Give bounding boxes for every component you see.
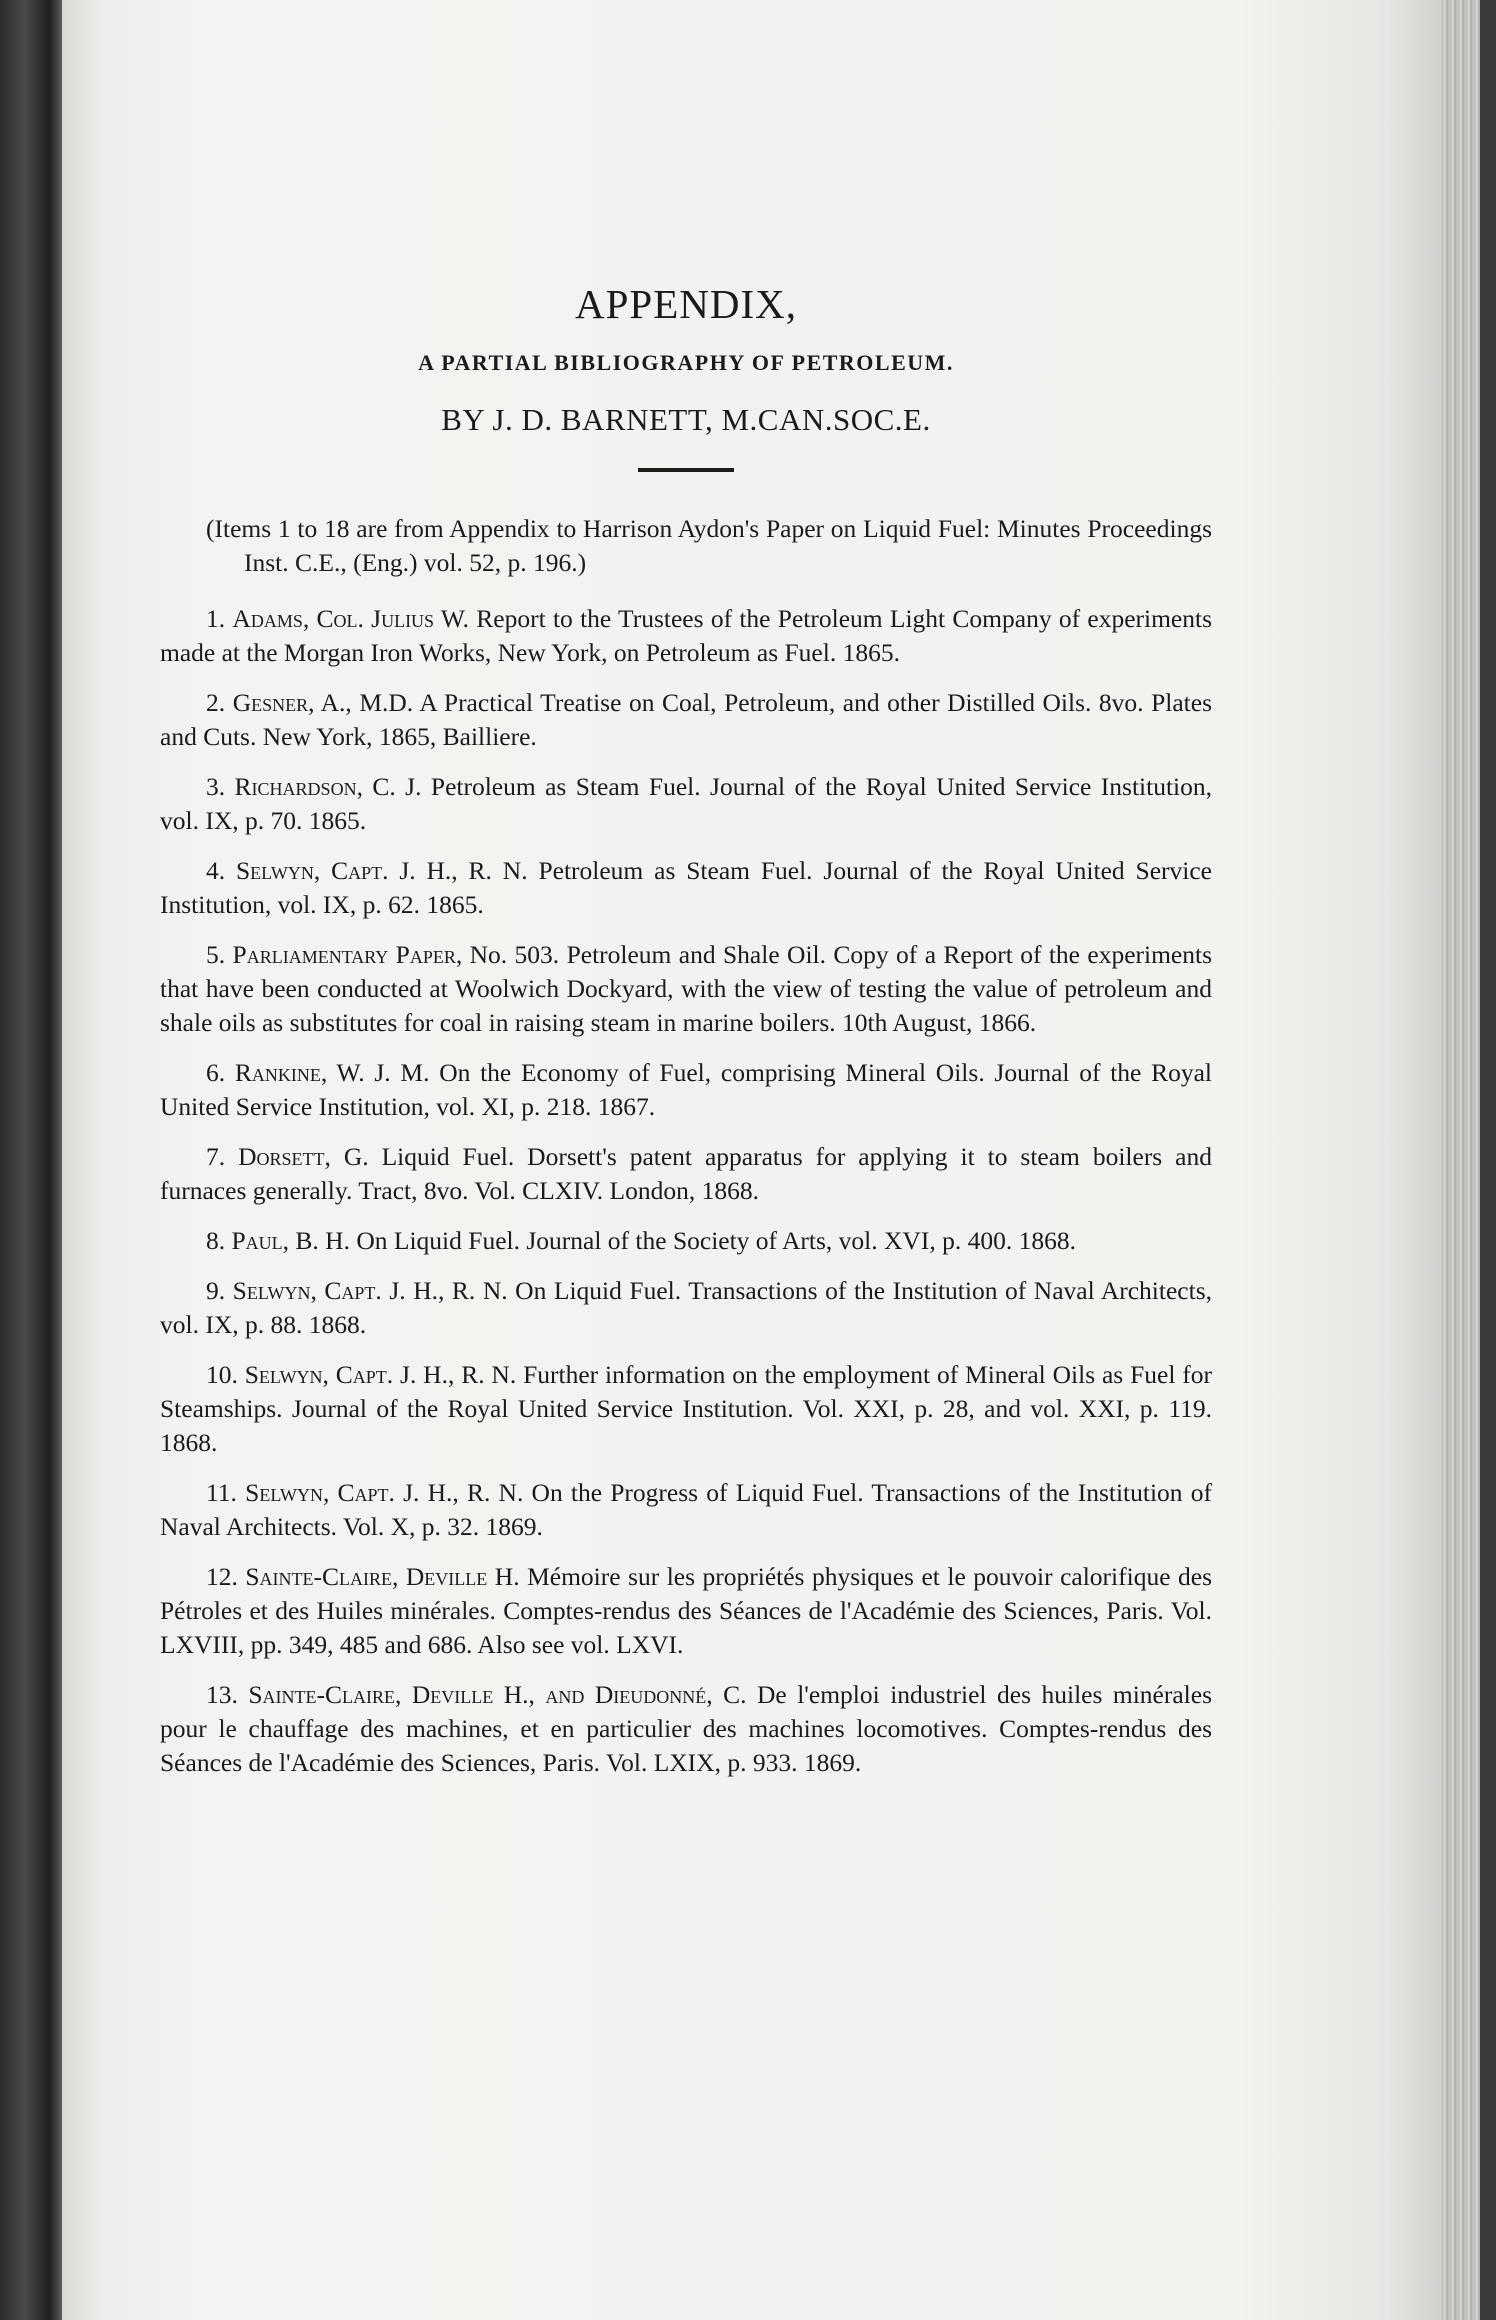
book-spine-edge [0,0,62,2320]
bibliography-entry [160,1358,1212,1460]
entry-text: De l'emploi industriel des huiles minérales pour le chauffage des machines, et en particulier des machines locomotives. Comptes-rendus des Séances de l'Académie des Sciences, Paris. Vol. LXIX, p. 933. 1869. [160,1680,1212,1777]
entry-text: Further information on the employment of Mineral Oils as Fuel for Steamships. Journal of the Royal United Service Institution. Vol. XXI, p. 28, and vol. XXI, p. 119. 1868. [160,1360,1212,1457]
entry-author: Selwyn, Capt. J. H., R. N. [236,856,528,885]
entry-number: 2. [206,688,226,717]
entry-number: 9. [206,1276,226,1305]
entry-author: Richardson, C. J. [234,772,422,801]
entry-text: No. 503. Petroleum and Shale Oil. Copy of a Report of the experiments that have been conducted at Woolwich Dockyard, with the view of testing the value of petroleum and shale oils as substitutes for coal in raising steam in marine boilers. 10th August, 1866. [160,940,1213,1037]
entry-number: 6. [206,1058,226,1087]
book-page [62,0,1442,2320]
entry-number: 12. [206,1562,238,1591]
intro-note: (Items 1 to 18 are from Appendix to Harrison Aydon's Paper on Liquid Fuel: Minutes Proceedings Inst. C.E., (Eng.) vol. 52, p. 196.) [206,514,1212,577]
bibliography-entry [160,1140,1212,1208]
bibliography-entry [160,938,1212,1040]
bibliography-list [160,602,1212,1780]
entry-number: 5. [206,940,226,969]
bibliography-entry [160,602,1212,670]
entry-text: On the Progress of Liquid Fuel. Transactions of the Institution of Naval Architects. Vol. X, p. 32. 1869. [160,1478,1212,1541]
page-content [160,280,1212,1796]
bibliography-entry [160,854,1212,922]
entry-author: Paul, B. H. [231,1226,350,1255]
entry-author: Selwyn, Capt. J. H., R. N. [232,1276,508,1305]
entry-text: On Liquid Fuel. Journal of the Society of Arts, vol. XVI, p. 400. 1868. [349,1226,1076,1255]
entry-number: 4. [206,856,226,885]
entry-text: Liquid Fuel. Dorsett's patent apparatus for applying it to steam boilers and furnaces generally. Tract, 8vo. Vol. CLXIV. London, 1868. [160,1142,1212,1205]
bibliography-entry [160,1274,1212,1342]
entry-author: Adams, Col. Julius W. [232,604,469,633]
entry-author: Selwyn, Capt. J. H., R. N. [244,1360,517,1389]
bibliography-entry [160,770,1212,838]
entry-author: Sainte-Claire, Deville H., and Dieudonné, C. [248,1680,747,1709]
entry-author: Dorsett, G. [238,1142,369,1171]
title-rule [638,468,734,472]
entry-text: On the Economy of Fuel, comprising Mineral Oils. Journal of the Royal United Service Institution, vol. XI, p. 218. 1867. [160,1058,1213,1121]
entry-author: Gesner, A., M.D. [232,688,414,717]
entry-text: A Practical Treatise on Coal, Petroleum, and other Distilled Oils. 8vo. Plates and Cuts. New York, 1865, Bailliere. [160,688,1213,751]
entry-number: 1. [206,604,226,633]
entry-text: Report to the Trustees of the Petroleum Light Company of experiments made at the Morgan Iron Works, New York, on Petroleum as Fuel. 1865. [160,604,1212,667]
entry-text: On Liquid Fuel. Transactions of the Institution of Naval Architects, vol. IX, p. 88. 1868. [160,1276,1212,1339]
entry-text: Petroleum as Steam Fuel. Journal of the Royal United Service Institution, vol. IX, p. 62. 1865. [160,856,1213,919]
entry-author: Sainte-Claire, Deville H. [245,1562,520,1591]
entry-text: Mémoire sur les propriétés physiques et le pouvoir calorifique des Pétroles et des Huiles minérales. Comptes-rendus des Séances de l'Académie des Sciences, Paris. Vol. LXVIII, pp. 349, 485 and 686. Also see vol. LXVI. [160,1562,1212,1659]
entry-author: Rankine, W. J. M. [234,1058,430,1087]
bibliography-entry [160,1560,1212,1662]
entry-number: 10. [206,1360,238,1389]
entry-author: Selwyn, Capt. J. H., R. N. [245,1478,524,1507]
entry-number: 8. [206,1226,226,1255]
bibliography-entry [160,1476,1212,1544]
bibliography-entry [160,1224,1212,1258]
entry-author: Parliamentary Paper, [232,940,463,969]
bibliography-entry [160,1678,1212,1780]
entry-number: 3. [206,772,226,801]
entry-number: 13. [206,1680,238,1709]
author-line: BY J. D. BARNETT, M.CAN.SOC.E. [441,402,931,437]
entry-text: Petroleum as Steam Fuel. Journal of the Royal United Service Institution, vol. IX, p. 70. 1865. [160,772,1213,835]
right-shadow [1480,0,1496,2320]
bibliography-entry [160,686,1212,754]
entry-number: 7. [206,1142,226,1171]
bibliography-subtitle: A PARTIAL BIBLIOGRAPHY OF PETROLEUM. [418,350,954,375]
bibliography-entry [160,1056,1212,1124]
entry-number: 11. [206,1478,237,1507]
appendix-title: APPENDIX, [575,281,797,327]
